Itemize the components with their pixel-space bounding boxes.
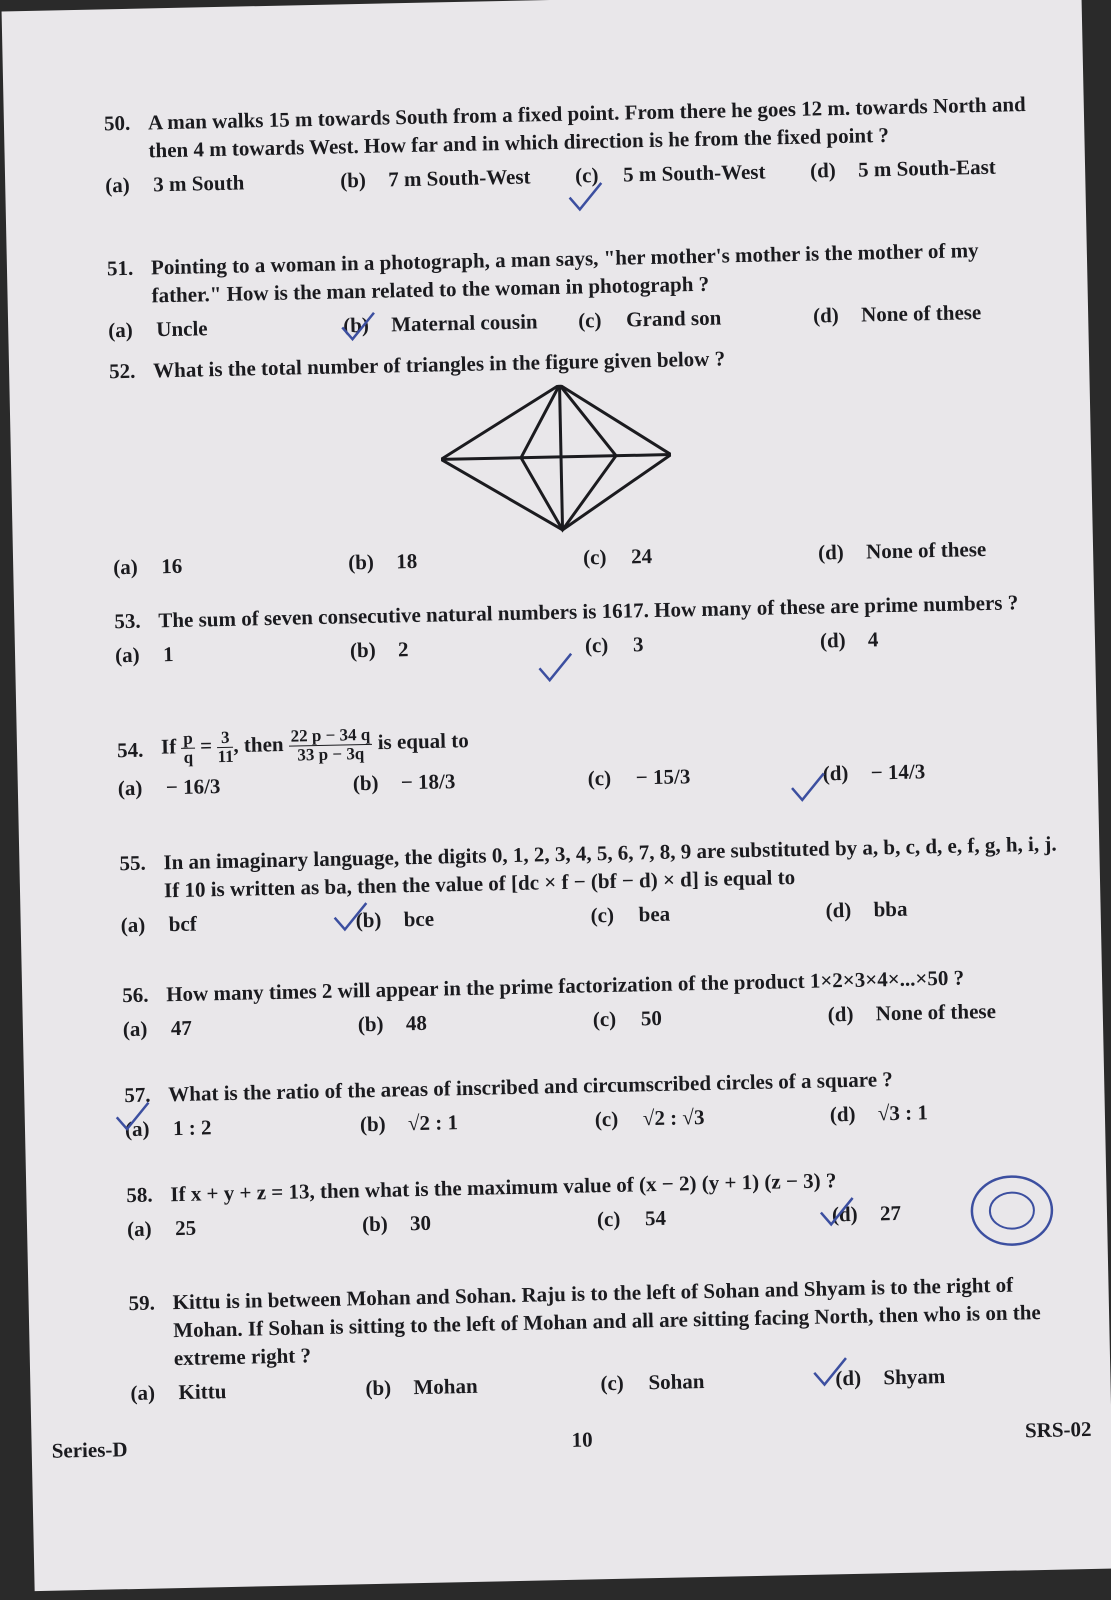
question-number: 51. (106, 255, 134, 281)
question-number: 54. (116, 737, 144, 762)
question-text: In an imaginary language, the digits 0, 1, 2, 3, 4, 5, 6, 7, 8, 9 are substituted by a, b, c, d, e, f, g, h, i, j. If 10 is written as ba, then the value of [dc × f − (bf − d) × d] is equal to (163, 831, 1057, 903)
option-b[interactable]: (b) 30 (361, 1210, 432, 1237)
question-text: A man walks 15 m towards South from a fixed point. From there he goes 12 m. towards North and then 4 m towards West. How far and in which direction is he from the fixed point ? (147, 92, 1026, 163)
option-a[interactable]: (a) Uncle (108, 316, 208, 343)
option-d[interactable]: (d) None of these (817, 536, 987, 565)
option-c[interactable]: (c) 50 (592, 1005, 663, 1032)
option-a[interactable]: (a) 1 : 2 (124, 1115, 212, 1142)
options (113, 536, 1053, 581)
question-56 (122, 961, 1063, 1042)
pen-tick-icon (565, 179, 606, 220)
pen-tick-icon (330, 899, 371, 940)
option-a[interactable]: (a) − 16/3 (117, 774, 221, 801)
option-c[interactable]: (c) 3 (584, 632, 644, 658)
question-text: Kittu is in between Mohan and Sohan. Raju is to the left of Sohan and Shyam is to the right of Mohan. If Sohan is sitting to the left of Mohan and all are sitting facing North, then who is on the extreme right ? (172, 1272, 1041, 1371)
option-c[interactable]: (c) √2 : √3 (594, 1105, 705, 1132)
pen-circle-doodle-icon (966, 1170, 1058, 1252)
question-number: 57. (124, 1082, 151, 1108)
question-text: How many times 2 will appear in the prime factorization of the product 1×2×3×4×...×50 ? (165, 965, 965, 1007)
option-c[interactable]: (c) 5 m South-West (574, 159, 766, 188)
option-d[interactable]: (d) 5 m South-East (809, 154, 996, 183)
question-51 (107, 235, 1049, 344)
question-text: What is the total number of triangles in the figure given below ? (152, 346, 726, 383)
pen-tick-icon (112, 1099, 153, 1140)
option-b[interactable]: (b) Maternal cousin (342, 309, 538, 338)
option-d[interactable]: (d) − 14/3 (822, 759, 926, 786)
pen-tick-icon (810, 1354, 851, 1395)
question-number: 53. (114, 608, 141, 634)
paper-code: SRS-02 (1024, 1416, 1092, 1443)
exam-page (2, 0, 1111, 1591)
option-d[interactable]: (d) None of these (827, 998, 997, 1027)
horizontal-diagonal (441, 455, 671, 460)
page-footer (51, 1416, 1092, 1463)
question-number: 52. (108, 358, 136, 384)
option-b[interactable]: (b) 18 (347, 548, 418, 575)
question-54 (117, 712, 1058, 802)
option-c[interactable]: (c) 54 (596, 1205, 667, 1232)
question-number: 58. (126, 1182, 153, 1208)
question-text: If x + y + z = 13, then what is the maximum value of (x − 2) (y + 1) (z − 3) ? (170, 1168, 837, 1207)
fraction-expression: $\frac{22 p - 34 q}{33 p - 3q}$ (288, 726, 372, 765)
option-a[interactable]: (a) 3 m South (104, 170, 245, 198)
pen-tick-icon (817, 1194, 858, 1235)
fraction-3-11: $\frac{3}{11}$ (217, 727, 234, 767)
option-b[interactable]: (b) bce (355, 906, 435, 933)
option-d[interactable]: (d) 4 (819, 627, 879, 653)
option-b[interactable]: (b) 7 m South-West (339, 164, 531, 193)
option-d[interactable]: (d) Shyam (835, 1364, 946, 1391)
option-a[interactable]: (a) 47 (122, 1015, 193, 1042)
triangle-figure (440, 383, 673, 538)
pen-tick-icon (535, 650, 576, 691)
option-d[interactable]: (d) None of these (812, 300, 982, 328)
pen-tick-icon (788, 769, 829, 810)
option-a[interactable]: (a) 25 (126, 1215, 197, 1242)
option-b[interactable]: (b) √2 : 1 (359, 1110, 459, 1137)
question-57 (124, 1061, 1065, 1142)
option-c[interactable]: (c) Grand son (577, 305, 722, 333)
option-d[interactable]: (d) bba (825, 896, 908, 923)
question-52-options (113, 528, 1053, 581)
question-text: If $\frac{p}{q}$ = $\frac{3}{11}$ , then $\frac{22 p - 34 q}{33 p - 3q}$ is equal to (160, 724, 469, 767)
question-58 (126, 1161, 1067, 1242)
question-number: 59. (128, 1290, 156, 1316)
question-55 (119, 830, 1061, 939)
vertical-diagonal (560, 385, 563, 530)
option-b[interactable]: (b) Mohan (365, 1373, 478, 1401)
option-a[interactable]: (a) 1 (114, 642, 174, 668)
option-a[interactable]: (a) Kittu (130, 1379, 227, 1406)
option-c[interactable]: (c) bea (590, 901, 671, 928)
option-b[interactable]: (b) 2 (349, 637, 409, 663)
option-d[interactable]: (d) √3 : 1 (829, 1100, 929, 1127)
question-52 (109, 338, 1049, 386)
question-number: 55. (119, 850, 146, 876)
option-c[interactable]: (c) 24 (582, 543, 653, 570)
question-59 (128, 1269, 1070, 1406)
question-number: 56. (121, 982, 149, 1008)
option-b[interactable]: (b) 48 (357, 1010, 428, 1037)
question-text: Pointing to a woman in a photograph, a man says, "her mother's mother is the mother of my father." How is the man related to the woman in photograph ? (150, 238, 979, 308)
option-a[interactable]: (a) 16 (112, 553, 183, 580)
series-label: Series-D (51, 1437, 128, 1463)
question-text: What is the ratio of the areas of inscribed and circumscribed circles of a square ? (168, 1067, 894, 1107)
option-d[interactable]: (d) 27 (831, 1200, 902, 1227)
page-number: 10 (571, 1427, 593, 1452)
question-number: 50. (103, 110, 131, 136)
fraction-p-q: $\frac{p}{q}$ (183, 728, 194, 767)
question-53 (114, 588, 1055, 669)
option-c[interactable]: (c) Sohan (600, 1369, 705, 1396)
question-text: The sum of seven consecutive natural numbers is 1617. How many of these are prime numbers ? (158, 590, 1019, 633)
option-b[interactable]: (b) − 18/3 (352, 769, 456, 796)
pen-tick-icon (338, 309, 379, 350)
option-c[interactable]: (c) − 15/3 (587, 764, 691, 791)
option-a[interactable]: (a) bcf (120, 911, 197, 938)
